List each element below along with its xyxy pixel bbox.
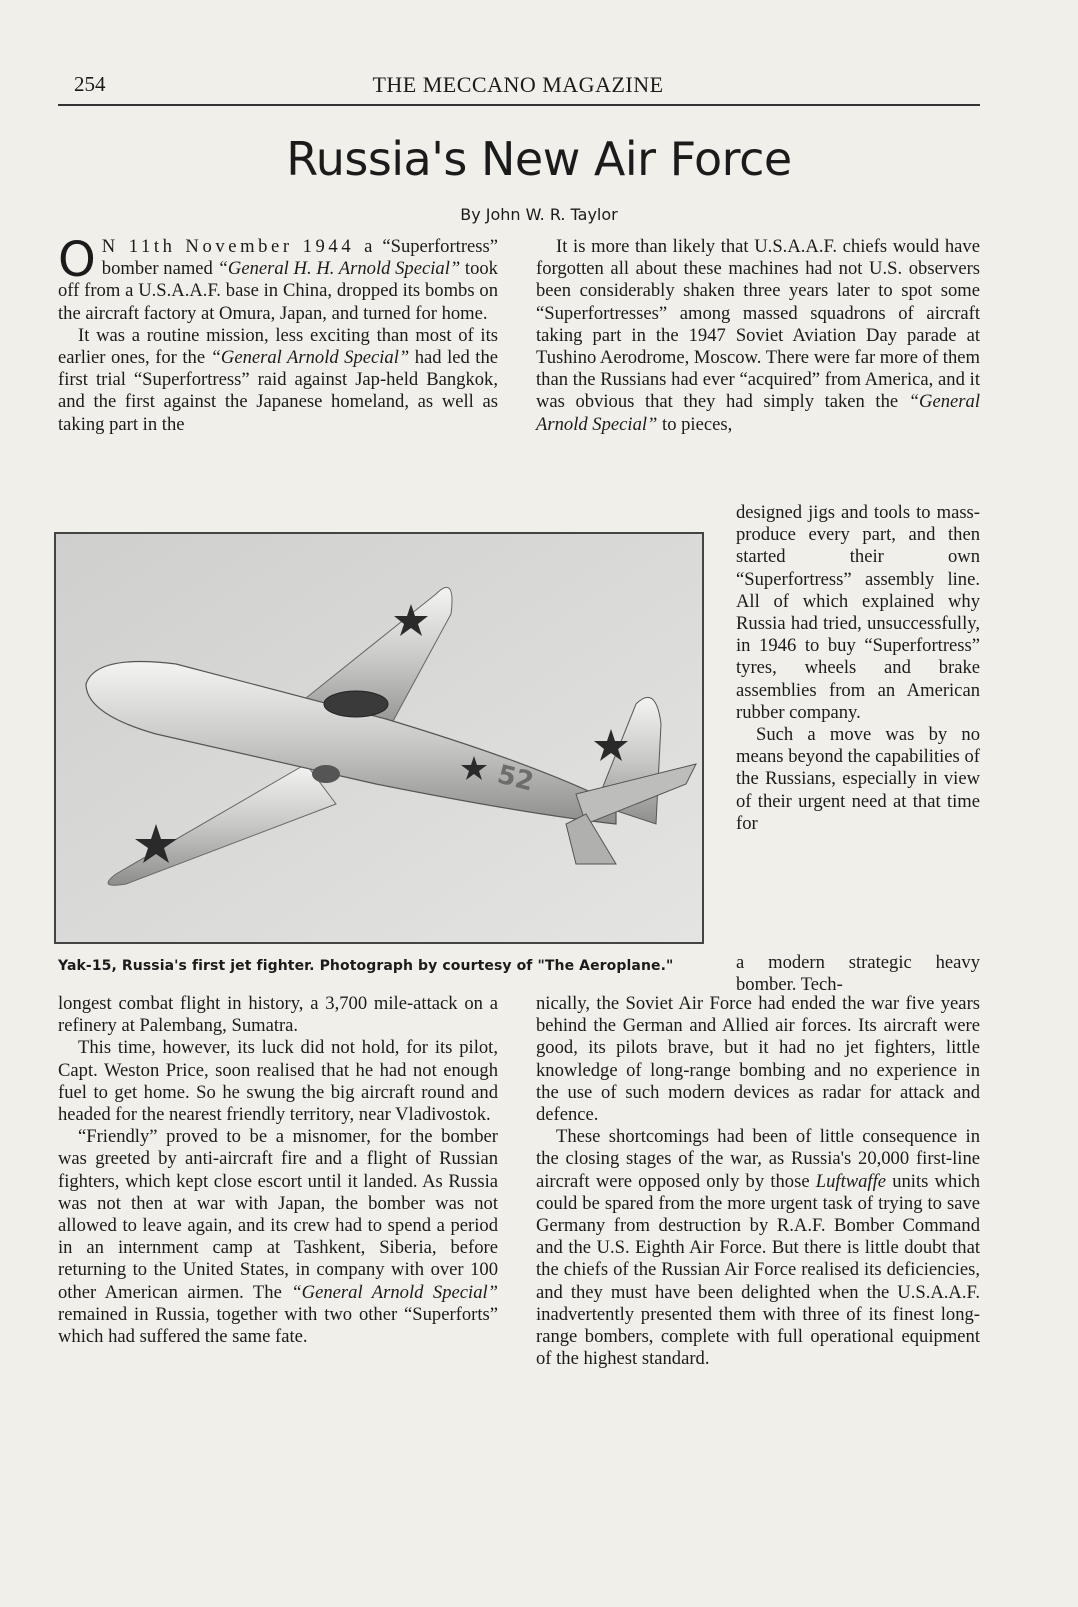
header-rule (58, 104, 980, 106)
yak-15-photograph (54, 532, 704, 944)
byline: By John W. R. Taylor (460, 205, 618, 224)
column-right-narrow (736, 502, 980, 835)
opening-text: “Superfortress” bomber named (101, 236, 498, 280)
opening-text-cont: took off from a U.S.A.A.F. base in China, dropped its bombs on the aircraft factory at Omura, Japan, and turned for home. (58, 258, 498, 324)
photo-caption: Yak-15, Russia's first jet fighter. Photograph by courtesy of "The Aeroplane." (58, 958, 674, 974)
paragraph-text: units which could be spared from the more urgent task of trying to save Germany from destruction by R.A.F. Bomber Command and the U.S. Eighth Air Force. But there is little doubt that the chiefs of the Russian Air Force realised its deficiencies, and they must have been delighted when the U.S.A.A.F. inadvertently presented them with three of its finest long-range bombers, complete with full operational equipment of the highest standard. (536, 1170, 980, 1370)
magazine-title: THE MECCANO MAGAZINE (372, 72, 664, 97)
aircraft-name: “General Arnold Special” (536, 391, 980, 435)
column-left-top (58, 232, 498, 436)
paragraph: This time, however, its luck did not hold, for its pilot, Capt. Weston Price, soon realised that he had not enough fuel to get home. So he swung the big aircraft round and headed for the nearest friendly territory, near Vladivostok. (58, 1037, 498, 1126)
opening-spaced-text: N 11th November 1944 a (101, 236, 377, 257)
paragraph-text: “Friendly” proved to be a misnomer, for the bomber was greeted by anti-aircraft fire and a flight of Russian fighters, which kept close escort until it landed. As Russia was not then at war with Japan, the bomber was not allowed to leave again, and its crew had to spend a period in an internment camp at Tashkent, Siberia, before returning to the United States, in company with over 100 other American airmen. The (58, 1126, 498, 1303)
paragraph: nically, the Soviet Air Force had ended the war five years behind the German and Allied air forces. Its aircraft were good, its pilots brave, but it had no jet fighters, little knowledge of long-range bombing and no experience in the use of such modern devices as radar for attack and defence. (536, 993, 980, 1126)
paragraph-text: had led the first trial “Superfortress” raid against Jap-held Bangkok, and the first against the Japanese homeland, as well as taking part in the (58, 347, 498, 435)
paragraph-text: It is more than likely that U.S.A.A.F. chiefs would have forgotten all about these machines had not U.S. observers been considerably shaken three years later to spot some “Superfortresses” among massed squadrons of aircraft taking part in the 1947 Soviet Aviation Day parade at Tushino Aerodrome, Moscow. There were far more of them than the Russians had ever “acquired” from America, and it was obvious that they had simply taken the (536, 236, 980, 413)
opening-paragraph (58, 232, 498, 325)
column-left-bottom (58, 993, 498, 1348)
aircraft-name: “General Arnold Special” (291, 1281, 499, 1303)
page-header (58, 68, 978, 102)
paragraph-text: remained in Russia, together with two other “Superforts” which had suffered the same fate. (58, 1303, 498, 1348)
paragraph (536, 1126, 980, 1370)
page-number: 254 (74, 72, 106, 96)
column-right-narrow-tail: a modern strategic heavy bomber. Tech- (736, 952, 980, 996)
paragraph: Such a move was by no means beyond the capabilities of the Russians, especially in view of their urgent need at that time for (736, 724, 980, 834)
luftwaffe-term: Luftwaffe (815, 1170, 887, 1192)
paragraph-text: to pieces, (657, 413, 733, 435)
aircraft-number: 52 (494, 759, 537, 798)
aircraft-name: “General Arnold Special” (210, 347, 410, 369)
paragraph-text: These shortcomings had been of little consequence in the closing stages of the war, as Russia's 20,000 first-line aircraft were opposed only by those (536, 1126, 980, 1192)
drop-cap: O (58, 232, 96, 288)
aircraft-name: “General H. H. Arnold Special” (217, 258, 461, 280)
column-right-bottom (536, 993, 980, 1370)
article-title: Russia's New Air Force (286, 132, 792, 186)
paragraph: designed jigs and tools to mass-produce every part, and then started their own “Superfortress” assembly line. All of which explained why Russia had tried, unsuccessfully, in 1946 to buy “Superfortress” tyres, wheels and brake assemblies from an American rubber company. (736, 502, 980, 723)
column-right-top (536, 236, 980, 436)
paragraph: longest combat flight in history, a 3,700 mile-attack on a refinery at Palembang, Sumatra. (58, 993, 498, 1037)
paragraph-text: It was a routine mission, less exciting than most of its earlier ones, for the (58, 324, 498, 369)
paragraph (58, 1126, 498, 1348)
paragraph (58, 325, 498, 436)
paragraph (536, 236, 980, 436)
